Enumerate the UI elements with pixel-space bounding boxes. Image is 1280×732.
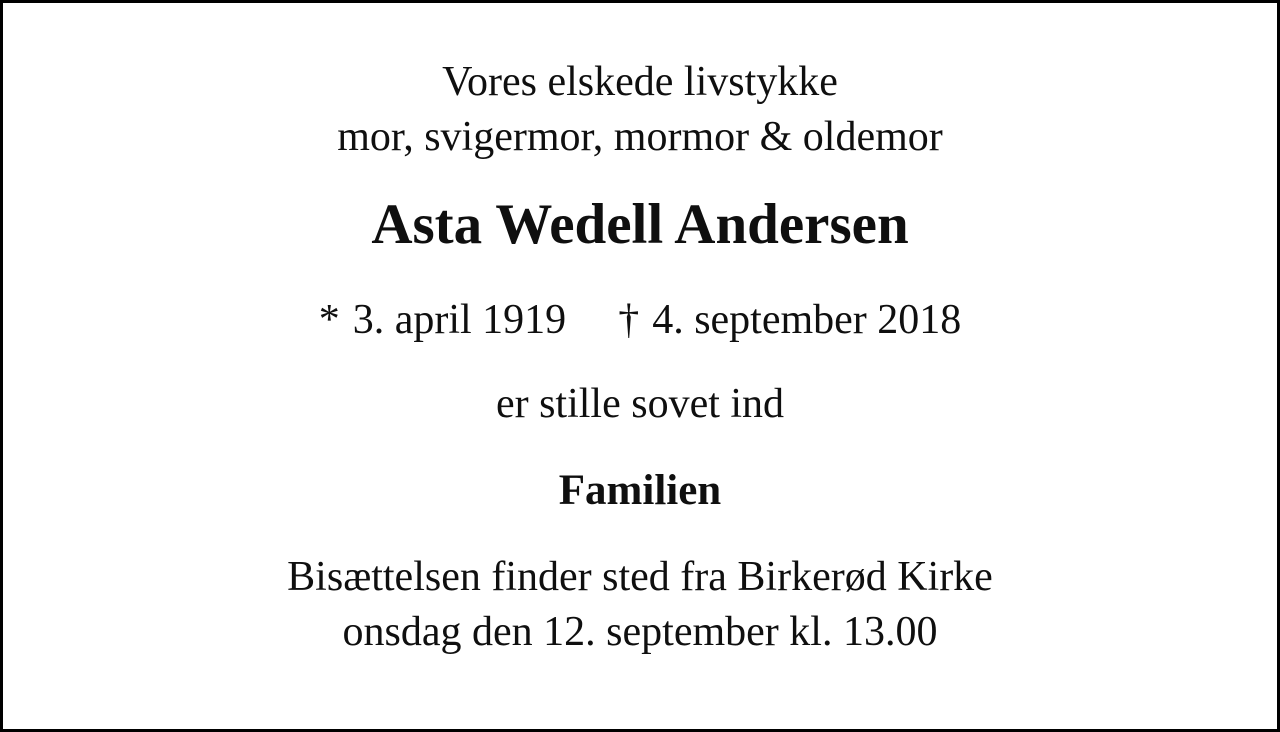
life-dates bbox=[319, 297, 962, 343]
family-signature: Familien bbox=[558, 466, 722, 514]
funeral-location-line: Bisættelsen finder sted fra Birkerød Kirke bbox=[287, 554, 993, 601]
death-dagger-symbol: † bbox=[618, 296, 640, 343]
deceased-name: Asta Wedell Andersen bbox=[371, 192, 909, 256]
funeral-time-line: onsdag den 12. september kl. 13.00 bbox=[342, 608, 938, 655]
intro-line-2: mor, svigermor, mormor & oldemor bbox=[337, 114, 943, 161]
born-star-symbol: * bbox=[318, 296, 340, 343]
intro-line-1: Vores elskede livstykke bbox=[442, 59, 838, 105]
intro-block bbox=[337, 55, 943, 166]
death-date-group bbox=[618, 297, 961, 343]
passing-message: er stille sovet ind bbox=[495, 380, 785, 427]
death-date: 4. september 2018 bbox=[652, 296, 962, 343]
funeral-info-block bbox=[287, 550, 993, 659]
birth-date: 3. april 1919 bbox=[352, 296, 567, 343]
birth-date-group bbox=[319, 297, 566, 343]
